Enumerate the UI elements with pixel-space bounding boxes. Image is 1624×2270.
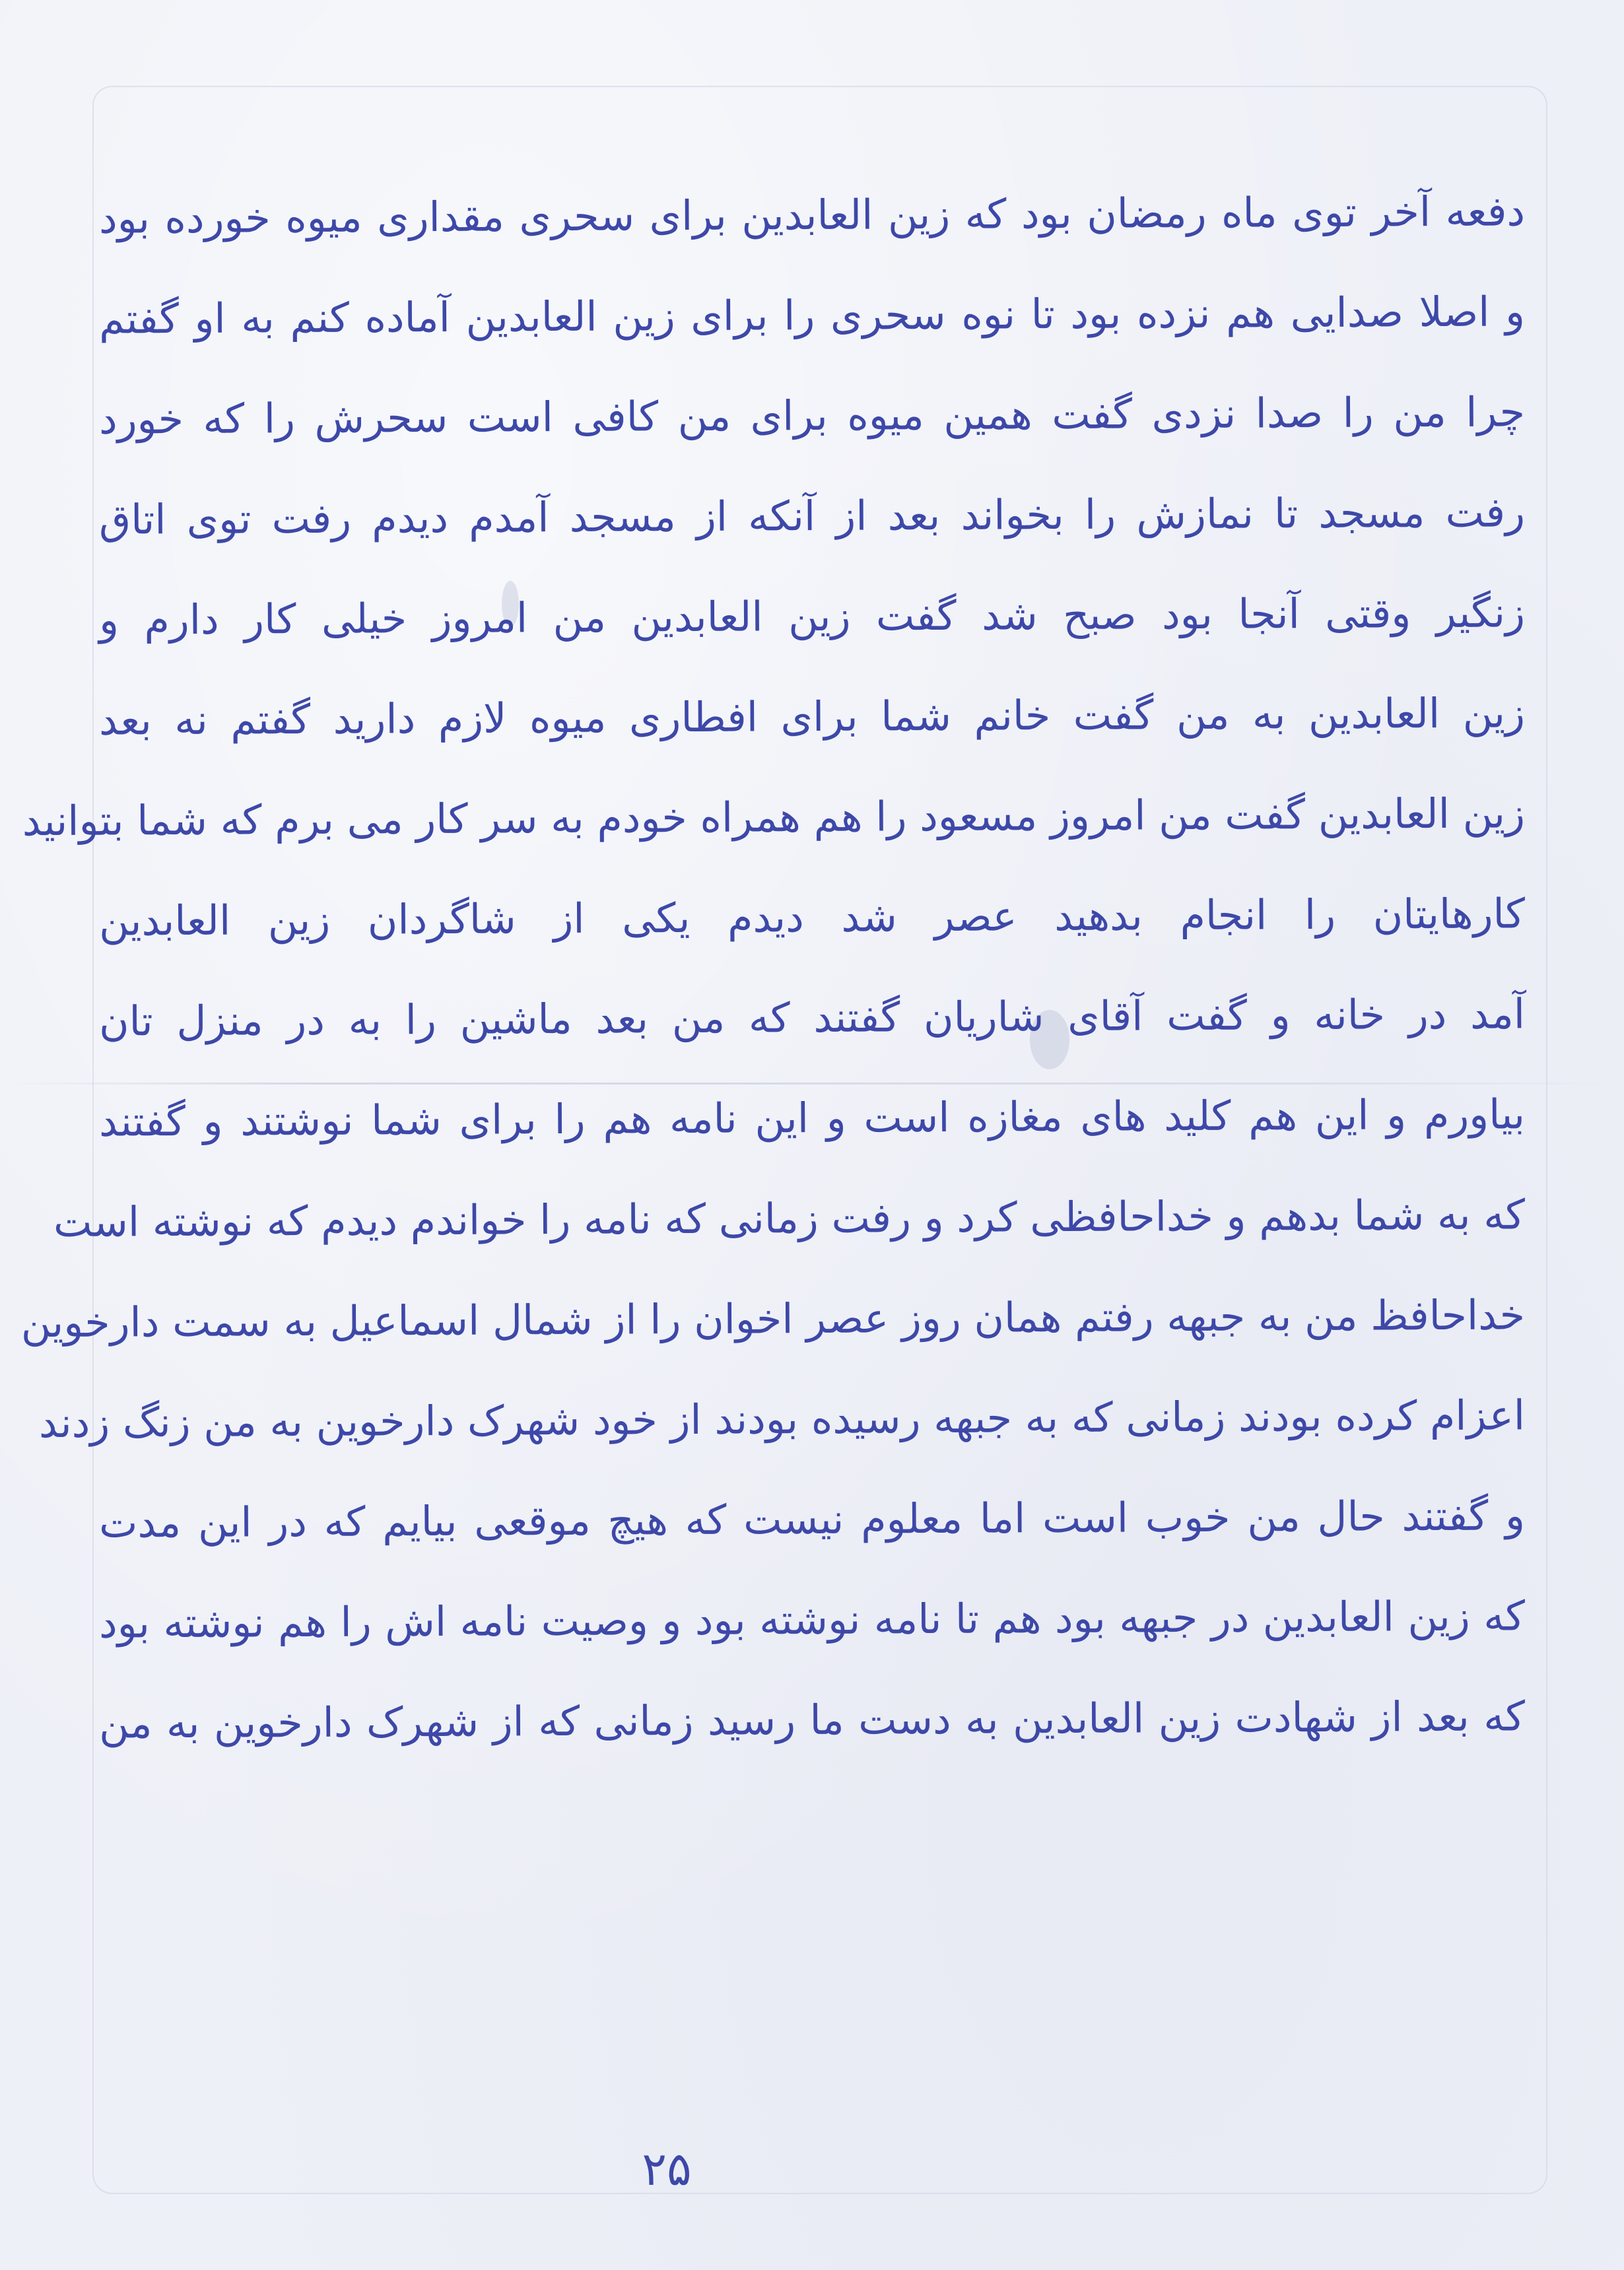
text-line: زنگیر وقتی آنجا بود صبح شد گفت زین العابدین من امروز خیلی کار دارم و xyxy=(98,588,1526,644)
handwritten-letter-body xyxy=(20,165,1526,1770)
text-line: که زین العابدین در جبهه بود هم تا نامه نوشته بود و وصیت نامه اش را هم نوشته بود xyxy=(98,1591,1526,1648)
text-line: که به شما بدهم و خداحافظی کرد و رفت زمانی که نامه را خواندم دیدم که نوشته است xyxy=(53,1190,1526,1247)
text-line: رفت مسجد تا نمازش را بخواند بعد از آنکه از مسجد آمدم دیدم رفت توی اتاق xyxy=(98,488,1526,544)
text-line: چرا من را صدا نزدی گفت همین میوه برای من کافی است سحرش را که خورد xyxy=(98,387,1526,444)
text-line: اعزام کرده بودند زمانی که به جبهه رسیده بودند از خود شهرک دارخوین به من زنگ زدند xyxy=(38,1391,1526,1448)
text-line: آمد در خانه و گفت آقای شاریان گفتند که من بعد ماشین را به در منزل تان xyxy=(98,989,1526,1046)
text-line: زین العابدین گفت من امروز مسعود را هم همراه خودم به سر کار می برم که شما بتوانید xyxy=(22,789,1526,846)
text-line: زین العابدین به من گفت خانم شما برای افطاری میوه لازم دارید گفتم نه بعد xyxy=(98,688,1526,745)
text-line: کارهایتان را انجام بدهید عصر شد دیدم یکی از شاگردان زین العابدین xyxy=(98,889,1526,945)
text-line: و اصلا صدایی هم نزده بود تا نوه سحری را برای زین العابدین آماده کنم به او گفتم xyxy=(98,287,1526,343)
text-line: که بعد از شهادت زین العابدین به دست ما رسید زمانی که از شهرک دارخوین به من xyxy=(98,1692,1526,1748)
text-line: دفعه آخر توی ماه رمضان بود که زین العابدین برای سحری مقداری میوه خورده بود xyxy=(98,187,1526,243)
text-line: و گفتند حال من خوب است اما معلوم نیست که هیچ موقعی بیایم که در این مدت xyxy=(98,1491,1526,1547)
text-line: خداحافظ من به جبهه رفتم همان روز عصر اخوان را از شمال اسماعیل به سمت دارخوین xyxy=(20,1290,1526,1347)
page-number: ۲۵ xyxy=(642,2142,692,2196)
text-line: بیاورم و این هم کلید های مغازه است و این نامه هم را برای شما نوشتند و گفتند xyxy=(98,1090,1526,1146)
